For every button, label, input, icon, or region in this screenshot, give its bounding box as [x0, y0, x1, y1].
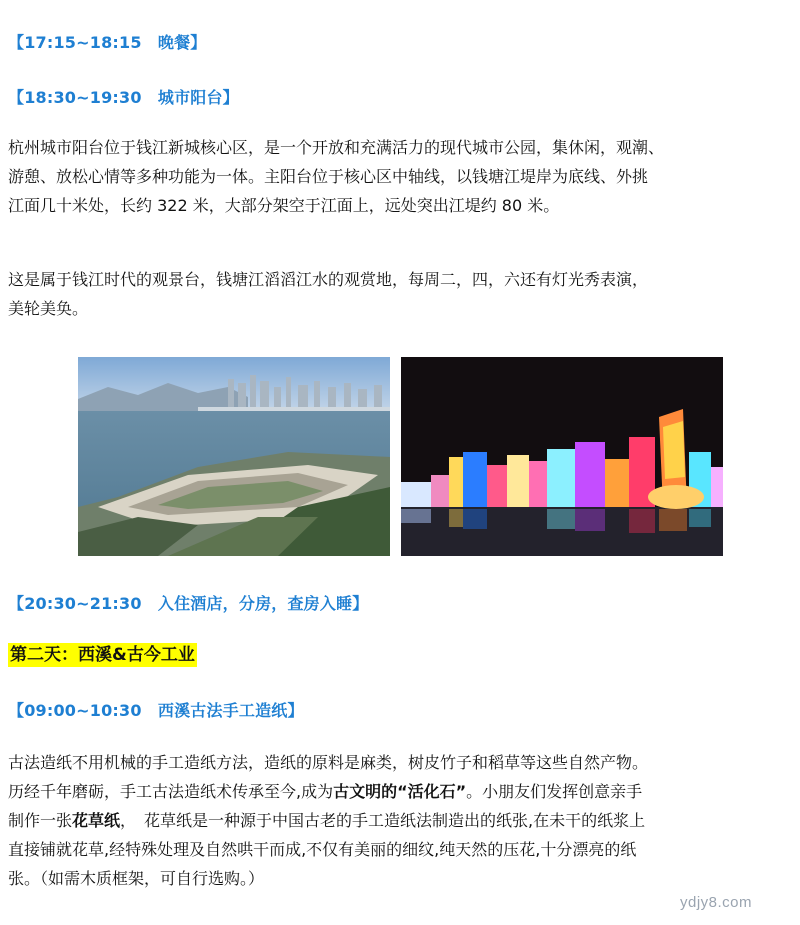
text-line: 美轮美奂。	[8, 299, 89, 318]
text-segment: ， 花草纸是一种源于中国古老的手工造纸法制造出的纸张,在未干的纸浆上	[120, 811, 646, 830]
text-segment: 制作一张	[8, 811, 73, 830]
bold-phrase: 古文明的“活化石”	[333, 782, 467, 801]
text-line: 直接铺就花草,经特殊处理及自然哄干而成,不仅有美丽的细纹,纯天然的压花,十分漂亮的纸	[8, 840, 637, 859]
heading-dinner: 【17:15~18:15 晚餐】	[8, 33, 207, 52]
day-two-title: 第二天：西溪&古今工业	[10, 645, 195, 665]
watermark: ydjy8.com	[680, 894, 753, 911]
text-line: 江面几十米处，长约 322 米，大部分架空于江面上，远处突出江堤约 80 米。	[8, 196, 560, 215]
heading-checkin: 【20:30~21:30 入住酒店，分房，查房入睡】	[8, 594, 369, 613]
text-line: 杭州城市阳台位于钱江新城核心区，是一个开放和充满活力的现代城市公园，集休闲，观潮、	[8, 138, 665, 157]
text-line	[8, 806, 798, 835]
paper-making-paragraph	[8, 748, 798, 893]
text-line: 张。（如需木质框架，可自行选购。）	[8, 869, 265, 888]
text-segment: 历经千年磨砺，手工古法造纸术传承至今,成为	[8, 782, 334, 801]
city-balcony-day-photo	[78, 357, 390, 556]
balcony-paragraph-1	[8, 133, 798, 220]
heading-paper-making: 【09:00~10:30 西溪古法手工造纸】	[8, 701, 304, 720]
bold-phrase: 花草纸	[72, 811, 121, 830]
heading-city-balcony: 【18:30~19:30 城市阳台】	[8, 88, 239, 107]
balcony-paragraph-2	[8, 265, 798, 323]
text-segment: 。小朋友们发挥创意亲手	[466, 782, 643, 801]
text-line: 游憩、放松心情等多种功能为一体。主阳台位于核心区中轴线，以钱塘江堤岸为底线、外挑	[8, 167, 649, 186]
text-line	[8, 777, 798, 806]
light-show-night-photo	[401, 357, 723, 556]
text-line: 这是属于钱江时代的观景台，钱塘江滔滔江水的观赏地，每周二，四，六还有灯光秀表演，	[8, 270, 649, 289]
text-line: 古法造纸不用机械的手工造纸方法，造纸的原料是麻类，树皮竹子和稻草等这些自然产物。	[8, 753, 649, 772]
